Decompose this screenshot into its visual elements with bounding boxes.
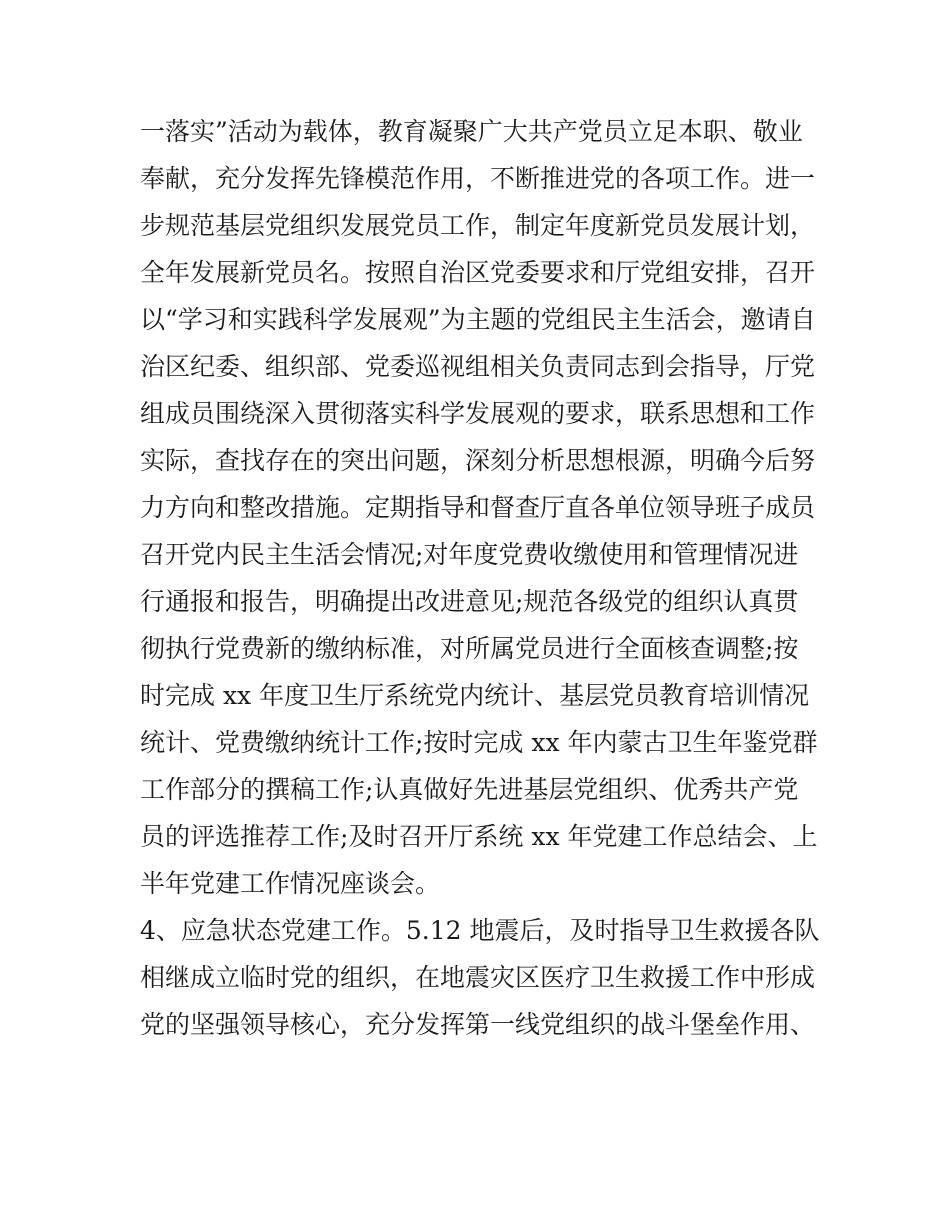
text-line: 组成员围绕深入贯彻落实科学发展观的要求，联系思想和工作 — [140, 399, 816, 428]
text-line: 彻执行党费新的缴纳标准，对所属党员进行全面核查调整;按 — [140, 634, 799, 663]
text-line: 半年党建工作情况座谈会。 — [140, 869, 441, 898]
body-text — [140, 108, 820, 1048]
text-line: 党的坚强领导核心，充分发挥第一线党组织的战斗堡垒作用、 — [140, 1010, 816, 1039]
text-line: 召开党内民主生活会情况;对年度党费收缴使用和管理情况进 — [140, 540, 799, 569]
text-line: 步规范基层党组织发展党员工作，制定年度新党员发展计划， — [140, 211, 816, 240]
text-line: 工作部分的撰稿工作;认真做好先进基层党组织、优秀共产党 — [140, 775, 799, 804]
text-line: 时完成 xx 年度卫生厅系统党内统计、基层党员教育培训情况 — [140, 681, 810, 710]
text-line: 相继成立临时党的组织，在地震灾区医疗卫生救援工作中形成 — [140, 963, 816, 992]
text-line: 治区纪委、组织部、党委巡视组相关负责同志到会指导，厅党 — [140, 352, 816, 381]
text-line: 以“学习和实践科学发展观”为主题的党组民主生活会，邀请自 — [140, 305, 816, 334]
text-line: 实际，查找存在的突出问题，深刻分析思想根源，明确今后努 — [140, 446, 816, 475]
text-line: 全年发展新党员名。按照自治区党委要求和厅党组安排，召开 — [140, 258, 816, 287]
text-line: 员的评选推荐工作;及时召开厅系统 xx 年党建工作总结会、上 — [140, 822, 818, 851]
text-line: 行通报和报告，明确提出改进意见;规范各级党的组织认真贯 — [140, 587, 799, 616]
text-line: 奉献，充分发挥先锋模范作用，不断推进党的各项工作。进一 — [140, 164, 816, 193]
text-line: 4、应急状态党建工作。5.12 地震后，及时指导卫生救援各队 — [140, 916, 820, 945]
text-line: 一落实”活动为载体，教育凝聚广大共产党员立足本职、敬业 — [140, 117, 803, 146]
text-line: 力方向和整改措施。定期指导和督查厅直各单位领导班子成员 — [140, 493, 816, 522]
text-line: 统计、党费缴纳统计工作;按时完成 xx 年内蒙古卫生年鉴党群 — [140, 728, 818, 757]
